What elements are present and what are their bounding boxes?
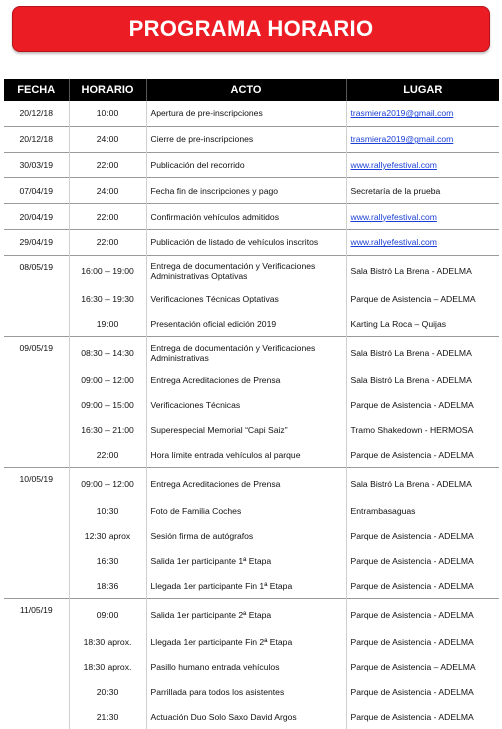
table-row xyxy=(4,229,499,255)
horario-cell: 19:00 xyxy=(69,311,146,336)
acto-cell: Superespecial Memorial “Capi Saiz” xyxy=(146,418,346,443)
fecha-cell xyxy=(4,704,69,729)
fecha-cell: 10/05/19 xyxy=(4,468,69,499)
fecha-cell xyxy=(4,442,69,467)
fecha-cell xyxy=(4,655,69,680)
fecha-cell: 09/05/19 xyxy=(4,337,69,368)
table-row xyxy=(4,549,499,574)
horario-cell: 20:30 xyxy=(69,680,146,705)
lugar-cell xyxy=(346,229,499,255)
header-horario: HORARIO xyxy=(69,79,146,101)
horario-cell: 22:00 xyxy=(69,152,146,178)
horario-cell: 16:30 xyxy=(69,549,146,574)
lugar-cell: Parque de Asistencia – ADELMA xyxy=(346,287,499,312)
lugar-cell: Parque de Asistencia - ADELMA xyxy=(346,630,499,655)
fecha-cell xyxy=(4,630,69,655)
schedule-table xyxy=(4,79,499,729)
table-row xyxy=(4,287,499,312)
fecha-cell xyxy=(4,287,69,312)
lugar-cell: Parque de Asistencia - ADELMA xyxy=(346,393,499,418)
table-row xyxy=(4,573,499,598)
horario-cell: 08:30 – 14:30 xyxy=(69,337,146,368)
horario-cell: 24:00 xyxy=(69,178,146,204)
acto-cell: Entrega Acreditaciones de Prensa xyxy=(146,368,346,393)
fecha-cell xyxy=(4,524,69,549)
lugar-cell: Tramo Shakedown - HERMOSA xyxy=(346,418,499,443)
title-banner xyxy=(12,6,490,52)
horario-cell: 22:00 xyxy=(69,442,146,467)
fecha-cell xyxy=(4,680,69,705)
horario-cell: 16:00 – 19:00 xyxy=(69,255,146,286)
acto-cell: Entrega de documentación y Verificaciones Administrativas Optativas xyxy=(146,255,346,286)
table-row xyxy=(4,630,499,655)
table-row xyxy=(4,393,499,418)
table-row xyxy=(4,524,499,549)
fecha-cell: 20/12/18 xyxy=(19,108,53,119)
lugar-cell: Sala Bistró La Brena - ADELMA xyxy=(346,468,499,499)
acto-cell: Publicación de listado de vehículos inscritos xyxy=(146,229,346,255)
acto-cell: Verificaciones Técnicas Optativas xyxy=(146,287,346,312)
lugar-cell: Sala Bistró La Brena - ADELMA xyxy=(346,337,499,368)
table-row xyxy=(4,468,499,499)
fecha-cell xyxy=(4,499,69,524)
acto-cell: Salida 1er participante 2ª Etapa xyxy=(146,599,346,630)
acto-cell: Entrega de documentación y Verificaciones Administrativas xyxy=(146,337,346,368)
lugar-cell xyxy=(346,126,499,152)
acto-cell: Fecha fin de inscripciones y pago xyxy=(146,178,346,204)
fecha-cell xyxy=(4,573,69,598)
lugar-cell: Sala Bistró La Brena - ADELMA xyxy=(346,255,499,286)
acto-cell: Hora límite entrada vehículos al parque xyxy=(146,442,346,467)
lugar-cell: Parque de Asistencia - ADELMA xyxy=(346,704,499,729)
acto-cell: Llegada 1er participante Fin 1ª Etapa xyxy=(146,573,346,598)
lugar-cell: Sala Bistró La Brena - ADELMA xyxy=(346,368,499,393)
horario-cell: 09:00 – 15:00 xyxy=(69,393,146,418)
lugar-cell: Karting La Roca – Quijas xyxy=(346,311,499,336)
horario-cell: 18:30 aprox. xyxy=(69,630,146,655)
horario-cell: 16:30 – 19:30 xyxy=(69,287,146,312)
fecha-cell xyxy=(4,418,69,443)
horario-cell: 18:36 xyxy=(69,573,146,598)
horario-cell: 09:00 – 12:00 xyxy=(69,468,146,499)
table-row xyxy=(4,499,499,524)
table-row xyxy=(4,599,499,630)
acto-cell: Foto de Familia Coches xyxy=(146,499,346,524)
table-row xyxy=(4,418,499,443)
lugar-cell: Parque de Asistencia - ADELMA xyxy=(346,573,499,598)
lugar-link[interactable]: trasmiera2019@gmail.com xyxy=(350,134,454,145)
header-fecha: FECHA xyxy=(4,79,69,101)
fecha-cell xyxy=(4,549,69,574)
horario-cell: 24:00 xyxy=(69,126,146,152)
table-row xyxy=(4,152,499,178)
table-row xyxy=(4,204,499,230)
horario-cell: 16:30 – 21:00 xyxy=(69,418,146,443)
acto-cell: Sesión firma de autógrafos xyxy=(146,524,346,549)
table-row xyxy=(4,680,499,705)
fecha-cell xyxy=(4,311,69,336)
table-body xyxy=(4,101,499,729)
table-row xyxy=(4,178,499,204)
horario-cell: 09:00 xyxy=(69,599,146,630)
acto-cell: Parrillada para todos los asistentes xyxy=(146,680,346,705)
horario-cell: 21:30 xyxy=(69,704,146,729)
header-row xyxy=(4,79,499,101)
acto-cell: Pasillo humano entrada vehículos xyxy=(146,655,346,680)
fecha-cell: 07/04/19 xyxy=(4,178,69,204)
horario-cell: 12:30 aprox xyxy=(69,524,146,549)
lugar-cell: Parque de Asistencia - ADELMA xyxy=(346,549,499,574)
fecha-cell xyxy=(4,368,69,393)
acto-cell: Confirmación vehículos admitidos xyxy=(146,204,346,230)
lugar-cell: Parque de Asistencia - ADELMA xyxy=(346,680,499,705)
table-row xyxy=(4,101,499,126)
lugar-cell xyxy=(346,152,499,178)
fecha-cell: 30/03/19 xyxy=(4,152,69,178)
lugar-cell: Parque de Asistencia – ADELMA xyxy=(346,655,499,680)
table-header xyxy=(4,79,499,101)
acto-cell: Entrega Acreditaciones de Prensa xyxy=(146,468,346,499)
table-row xyxy=(4,126,499,152)
page-title: PROGRAMA HORARIO xyxy=(128,16,374,41)
table-row xyxy=(4,655,499,680)
horario-cell: 22:00 xyxy=(69,229,146,255)
table-row xyxy=(4,704,499,729)
horario-cell: 10:00 xyxy=(69,101,146,126)
acto-cell: Actuación Duo Solo Saxo David Argos xyxy=(146,704,346,729)
lugar-cell: Parque de Asistencia - ADELMA xyxy=(346,599,499,630)
lugar-cell: Secretaría de la prueba xyxy=(346,178,499,204)
lugar-cell xyxy=(346,101,499,126)
fecha-cell: 11/05/19 xyxy=(4,599,69,630)
lugar-link[interactable]: www.rallyefestival.com xyxy=(350,237,437,248)
acto-cell: Apertura de pre-inscripciones xyxy=(146,101,346,126)
acto-cell: Cierre de pre-inscripciones xyxy=(146,126,346,152)
table-row xyxy=(4,337,499,368)
acto-cell: Verificaciones Técnicas xyxy=(146,393,346,418)
header-lugar: LUGAR xyxy=(346,79,499,101)
acto-cell: Presentación oficial edición 2019 xyxy=(146,311,346,336)
lugar-cell xyxy=(346,204,499,230)
acto-cell: Salida 1er participante 1ª Etapa xyxy=(146,549,346,574)
acto-cell: Llegada 1er participante Fin 2ª Etapa xyxy=(146,630,346,655)
horario-cell: 22:00 xyxy=(69,204,146,230)
table-row xyxy=(4,368,499,393)
fecha-cell: 08/05/19 xyxy=(4,255,69,286)
horario-cell: 18:30 aprox. xyxy=(69,655,146,680)
table-row xyxy=(4,442,499,467)
header-acto: ACTO xyxy=(146,79,346,101)
horario-cell: 10:30 xyxy=(69,499,146,524)
table-row xyxy=(4,311,499,336)
fecha-cell xyxy=(4,393,69,418)
lugar-cell: Entrambasaguas xyxy=(346,499,499,524)
fecha-cell: 20/04/19 xyxy=(4,204,69,230)
acto-cell: Publicación del recorrido xyxy=(146,152,346,178)
fecha-cell: 20/12/18 xyxy=(4,126,69,152)
lugar-link[interactable]: www.rallyefestival.com xyxy=(350,211,437,222)
fecha-cell: 29/04/19 xyxy=(4,229,69,255)
horario-cell: 09:00 – 12:00 xyxy=(69,368,146,393)
lugar-cell: Parque de Asistencia - ADELMA xyxy=(346,524,499,549)
lugar-cell: Parque de Asistencia - ADELMA xyxy=(346,442,499,467)
table-row xyxy=(4,255,499,286)
lugar-link[interactable]: trasmiera2019@gmail.com xyxy=(350,108,454,119)
lugar-link[interactable]: www.rallyefestival.com xyxy=(350,159,437,170)
